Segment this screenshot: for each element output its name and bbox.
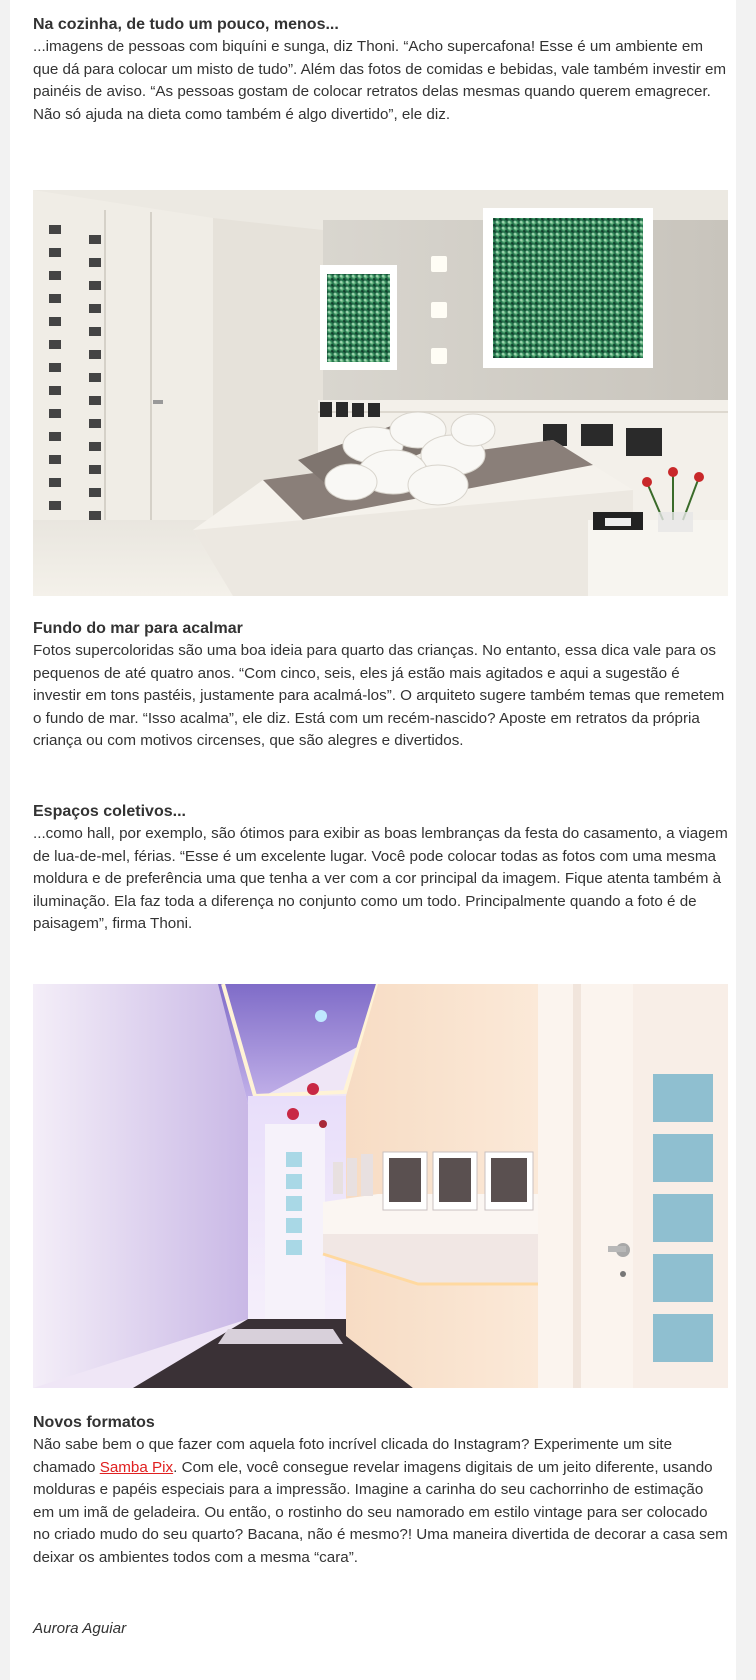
samba-pix-link[interactable]: Samba Pix xyxy=(99,1458,174,1476)
section-body: Fotos supercoloridas são uma boa ideia para quarto das crianças. No entanto, essa dica vale para os pequenos de até quatro anos. “Com cinco, seis, eles já estão mais agitados e aqui a sugestão é investir em tons pastéis, justamente para acalmá-los”. O arquiteto sugere também temas que remetem o fundo de mar. “Isso acalma”, ele diz. Está com um recém-nascido? Aposte em retratos da própria criança ou com motivos circenses, que são alegres e divertidos. xyxy=(33,642,725,749)
section-body: ...como hall, por exemplo, são ótimos para exibir as boas lembranças da festa do casamento, a viagem de lua-de-mel, férias. “Esse é um excelente lugar. Você pode colocar todas as fotos com uma mesma moldura e de preferência uma que tenha a ver com a cor principal da imagem. Fique atenta também à iluminação. Ela faz toda a diferença no conjunto como um todo. Principalmente quando a foto é de paisagem”, firma Thoni. xyxy=(33,825,728,932)
bedroom-photo xyxy=(33,190,728,596)
author-signature: Aurora Aguiar xyxy=(33,1620,127,1637)
section-heading: Fundo do mar para acalmar xyxy=(33,620,243,637)
section-collective-spaces xyxy=(33,801,728,936)
article-page xyxy=(10,0,736,1680)
hallway-photo xyxy=(33,984,728,1388)
section-heading: Espaços coletivos... xyxy=(33,803,186,820)
section-body xyxy=(33,1434,728,1569)
section-heading: Na cozinha, de tudo um pouco, menos... xyxy=(33,16,339,33)
section-heading: Novos formatos xyxy=(33,1414,155,1431)
section-kids-room xyxy=(33,618,728,753)
section-body: ...imagens de pessoas com biquíni e sunga, diz Thoni. “Acho supercafona! Esse é um ambiente em que dá para colocar um misto de tudo”. Além das fotos de comidas e bebidas, vale também investir em painéis de aviso. “As pessoas gostam de colocar retratos delas mesmas quando querem emagrecer. Não só ajuda na dieta como também é algo divertido”, ele diz. xyxy=(33,38,727,123)
section-kitchen xyxy=(33,14,728,126)
section-new-formats xyxy=(33,1412,728,1569)
body-text-before-link: Não sabe bem o que fazer com aquela foto incrível clicada do Instagram? Experimente um site chamado xyxy=(33,1436,673,1476)
body-text-after-link: . Com ele, você consegue revelar imagens digitais de um jeito diferente, usando molduras e papéis especiais para a impressão. Imagine a carinha do seu cachorrinho de estimação em um imã de geladeira. Ou então, o rostinho do seu namorado em estilo vintage para ser colocado no criado mudo do seu quarto? Bacana, não é mesmo?! Uma maneira divertida de decorar a casa sem deixar os ambientes todos com a mesma “cara”. xyxy=(33,1458,728,1566)
